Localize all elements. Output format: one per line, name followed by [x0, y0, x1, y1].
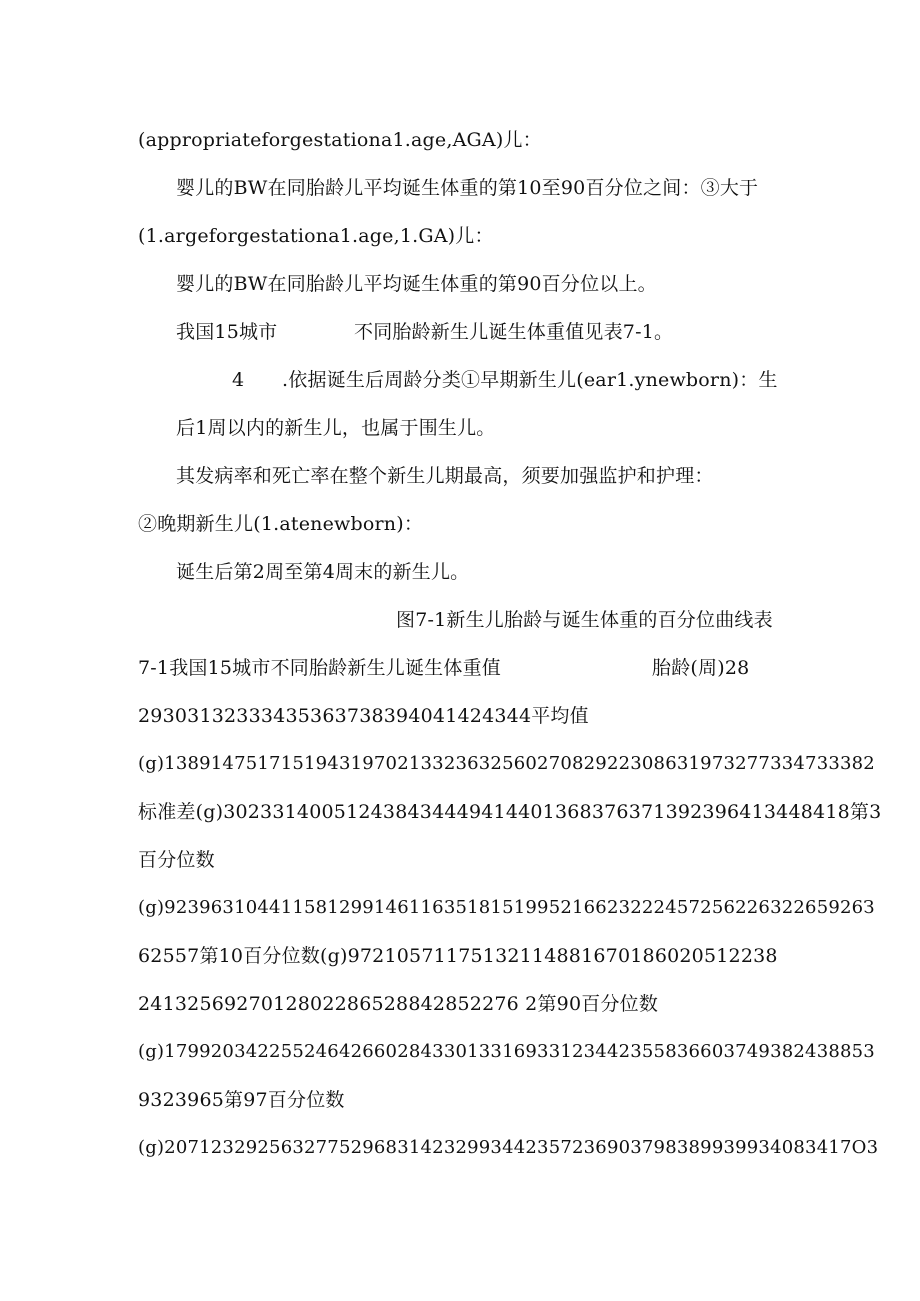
- text-line-10: 诞生后第2周至第4周末的新生儿。: [176, 561, 470, 583]
- table-row-p90: (g)1799203422552464266028433013316933123442355836603749382438853: [138, 1041, 875, 1062]
- table-row-mean: (g)1389147517151943197021332363256027082922308631973277334733382: [138, 753, 875, 774]
- table-title: 7-1我国15城市不同胎龄新生儿诞生体重值: [138, 657, 501, 679]
- table-row-p10: 62557第10百分位数(g)97210571175132114881670186020512238: [138, 945, 778, 967]
- text-line-3: (1.argeforgestationa1.age,1.GA)儿：: [138, 225, 494, 247]
- figure-caption: 图7-1新生儿胎龄与诞生体重的百分位曲线表: [396, 609, 773, 631]
- table-row-p10-cont: 2413256927012802286528842852276 2第90百分位数: [138, 993, 659, 1015]
- text-line-1: (appropriateforgestationa1.age,AGA)儿：: [138, 129, 542, 151]
- text-line-5a: 我国15城市: [176, 321, 278, 343]
- text-line-6: .依据诞生后周龄分类①早期新生儿(ear1.ynewborn)：生: [282, 369, 778, 391]
- table-header-gestational-age: 胎龄(周)28: [652, 657, 750, 679]
- table-row-sd: 标准差(g)302331400512438434449414401368376371392396413448418第3: [138, 801, 882, 823]
- table-row-p90-cont: 9323965第97百分位数: [138, 1089, 345, 1111]
- text-line-2: 婴儿的BW在同胎龄儿平均诞生体重的第10至90百分位之间：③大于: [176, 177, 759, 199]
- text-line-5b: 不同胎龄新生儿诞生体重值见表7-1。: [354, 321, 674, 343]
- table-row-p97: (g)20712329256327752968314232993442357236903798389939934083417О3: [138, 1137, 879, 1158]
- text-line-8: 其发病率和死亡率在整个新生儿期最高，须要加强监护和护理：: [176, 465, 714, 487]
- table-row-p3: (g)923963104411581299146116351815199521662322245725622632265926З: [138, 897, 875, 918]
- table-row-weeks: 29303132333435363738394041424344平均值: [138, 705, 589, 727]
- table-row-p3-label: 百分位数: [138, 849, 215, 871]
- text-line-7: 后1周以内的新生儿，也属于围生儿。: [176, 417, 496, 439]
- list-number: 4: [232, 369, 245, 391]
- text-line-9: ②晚期新生儿(1.atenewborn)：: [138, 513, 424, 535]
- text-line-4: 婴儿的BW在同胎龄儿平均诞生体重的第90百分位以上。: [176, 273, 657, 295]
